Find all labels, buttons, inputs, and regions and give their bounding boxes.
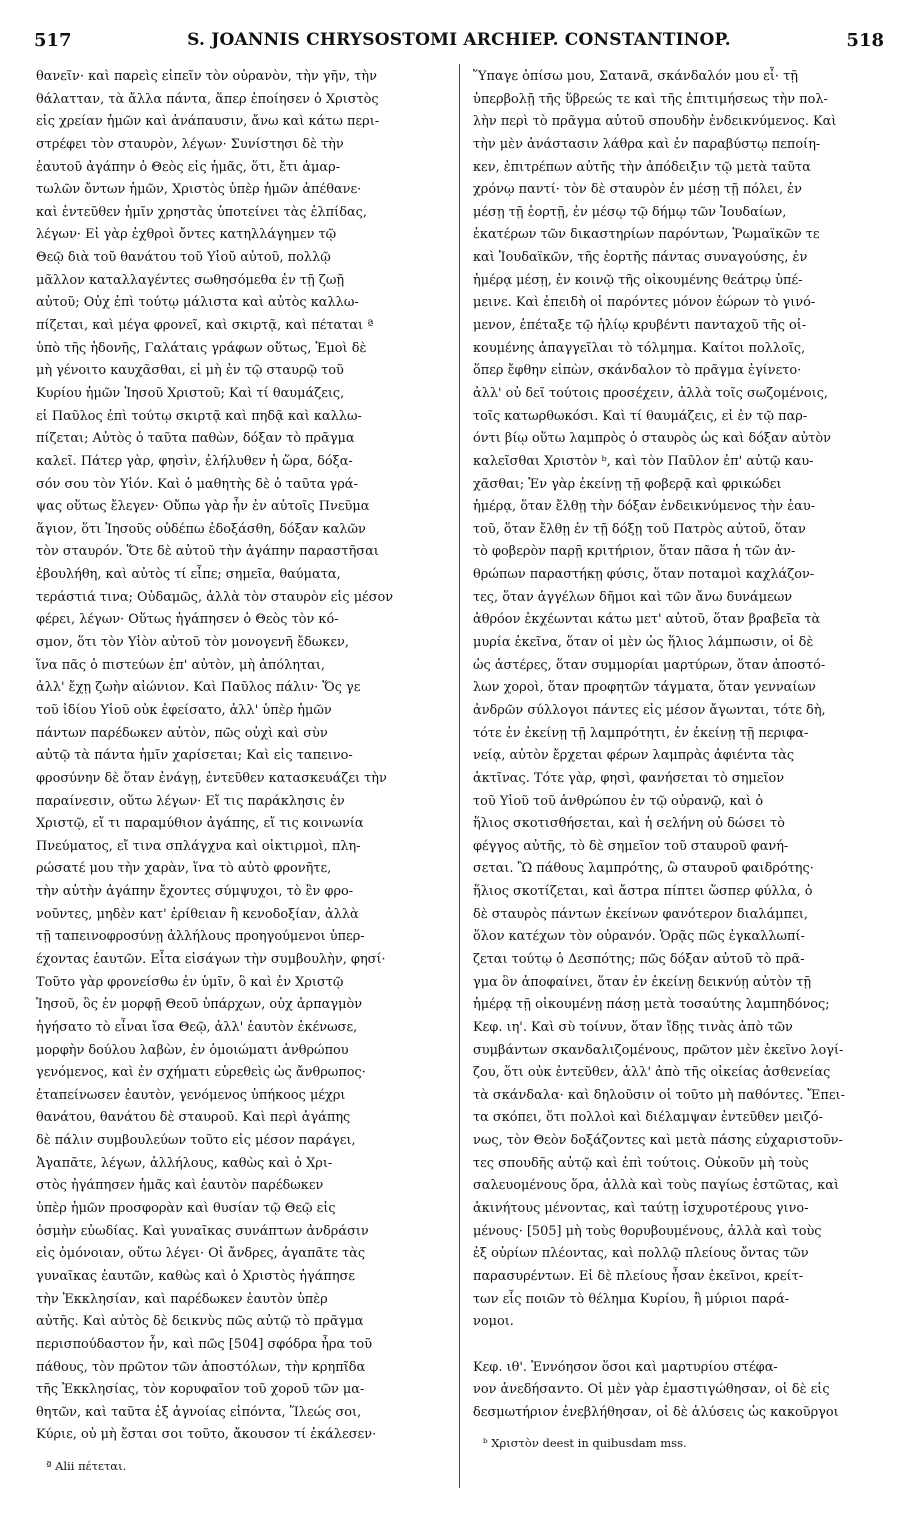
text-line: ὅλον κατέχων τὸν οὐρανόν. Ὁρᾷς πῶς ἐγκαλλωπί-: [473, 929, 805, 945]
text-line: συμβάντων σκανδαλιζομένους, πρῶτον μὲν ἐκεῖνο λογί-: [473, 1042, 844, 1058]
text-line: τὴν μὲν ἀνάστασιν λάθρα καὶ ἐν παραβύστῳ πεποίη-: [473, 136, 821, 152]
page-number-left: 517: [34, 30, 72, 51]
text-line: χρόνῳ παντί· τὸν δὲ σταυρὸν ἐν μέσῃ τῇ πόλει, ἐν: [473, 182, 802, 198]
text-line: στὸς ἠγάπησεν ἡμᾶς καὶ ἑαυτὸν παρέδωκεν: [36, 1178, 324, 1194]
text-line: Κύριε, οὐ μὴ ἔσται σοι τοῦτο, ἄκουσον τί ἐκάλεσεν·: [36, 1427, 377, 1443]
right-column: [473, 66, 899, 1454]
text-line: σεται. Ὢ πάθους λαμπρότης, ὢ σταυροῦ φαιδρότης·: [473, 861, 814, 877]
text-line: έχοντας ἑαυτῶν. Εἶτα εἰσάγων τὴν συμβουλὴν, φησί·: [36, 951, 386, 967]
text-line: κεν, ἐπιτρέπων αὐτῆς τὴν ἀπόδειξιν τῷ μετὰ ταῦτα: [473, 159, 811, 175]
text-line: εἰ Παῦλος ἐπὶ τούτῳ σκιρτᾷ καὶ πηδᾷ καὶ καλλω-: [36, 408, 362, 424]
text-line: τες, ὅταν ἀγγέλων δῆμοι καὶ τῶν ἄνω δυνάμεων: [473, 589, 793, 605]
text-line: ὅπερ ἔφθην εἰπὼν, σκάνδαλον τὸ πρᾶγμα ἐγίνετο·: [473, 363, 802, 379]
text-line: ἵνα πᾶς ὁ πιστεύων ἐπ' αὐτὸν, μὴ ἀπόληται,: [36, 657, 325, 673]
text-line: ἑκατέρων τῶν δικαστηρίων παρόντων, Ῥωμαϊκῶν τε: [473, 227, 820, 243]
text-line: ἀθρόον ἐκχέωνται κάτω μετ' αὐτοῦ, ὅταν βραβεῖα τὰ: [473, 612, 821, 628]
text-line: ἥλιος σκοτίζεται, καὶ ἄστρα πίπτει ὥσπερ φύλλα, ὁ: [473, 884, 813, 900]
running-header: [34, 30, 884, 58]
text-line: ὑπερβολῇ τῆς ὕβρεώς τε καὶ τῆς ἐπιτιμήσεως τὴν πολ-: [473, 91, 828, 107]
text-line: γυναῖκας ἑαυτῶν, καθὼς καὶ ὁ Χριστὸς ἠγάπησε: [36, 1268, 356, 1284]
text-line: μὴ γένοιτο καυχᾶσθαι, εἰ μὴ ἐν τῷ σταυρῷ τοῦ: [36, 363, 344, 379]
text-line: τῇ ταπεινοφροσύνῃ ἀλλήλους προηγούμενοι ὑπερ-: [36, 929, 365, 945]
text-line: θητῶν, καὶ ταῦτα ἐξ ἀγνοίας εἰπόντα, Ἵλεώς σοι,: [36, 1404, 362, 1420]
text-line: ἅγιον, ὅτι Ἰησοῦς οὐδέπω ἐδοξάσθη, δόξαν καλῶν: [36, 521, 366, 537]
text-line: όντι βίῳ οὕτω λαμπρὸς ὁ σταυρὸς ὡς καὶ δόξαν αὐτὸν: [473, 431, 831, 447]
text-line: λων χοροὶ, ὅταν προφητῶν τάγματα, ὅταν γενναίων: [473, 680, 816, 696]
text-line: γμα ὃν ἀποφαίνει, ὅταν ἐν ἐκείνῃ δεικνύῃ αὐτὸν τῇ: [473, 974, 812, 990]
text-line: θρώπων παραστήκῃ φύσις, ὅταν ποταμοὶ καχλάζον-: [473, 567, 815, 583]
text-line: Κυρίου ἡμῶν Ἰησοῦ Χριστοῦ; Καὶ τί θαυμάζεις,: [36, 385, 345, 401]
text-line: φέγγος αὐτῆς, τὸ δὲ σημεῖον τοῦ σταυροῦ φανή-: [473, 838, 789, 854]
text-line: ἀκτῖνας. Τότε γὰρ, φησὶ, φανήσεται τὸ σημεῖον: [473, 770, 785, 786]
text-line: φέρει, λέγων· Οὕτως ἠγάπησεν ὁ Θεὸς τὸν κό-: [36, 612, 339, 628]
text-line: μεινε. Καὶ ἐπειδὴ οἱ παρόντες μόνον ἑώρων τὸ γινό-: [473, 295, 816, 311]
text-line: των εἷς ποιῶν τὸ θέλημα Κυρίου, ἢ μύριοι παρά-: [473, 1291, 790, 1307]
text-line: Πνεύματος, εἴ τινα σπλάγχνα καὶ οἰκτιρμοὶ, πλη-: [36, 838, 361, 854]
text-line: ἑαυτοῦ ἀγάπην ὁ Θεὸς εἰς ἡμᾶς, ὅτι, ἔτι ἁμαρ-: [36, 159, 341, 175]
text-line: ἡμέρᾳ τῇ οἰκουμένῃ πάσῃ μετὰ τοσαύτης λαμπηδόνος;: [473, 997, 830, 1013]
text-line: αὐτῷ τὰ πάντα ἡμῖν χαρίσεται; Καὶ εἰς ταπεινο-: [36, 748, 353, 764]
text-line: ὡς ἀστέρες, ὅταν συμμορίαι μαρτύρων, ὅταν ἀποστό-: [473, 657, 826, 673]
text-line: μυρία ἐκεῖνα, ὅταν οἱ μὲν ὡς ἥλιος λάμπωσιν, οἱ δὲ: [473, 635, 814, 651]
text-line: καὶ Ἰουδαϊκῶν, τῆς ἑορτῆς πάντας συναγούσης, ἐν: [473, 250, 808, 266]
text-line: ἐβουλήθη, καὶ αὐτὸς τί εἶπε; σημεῖα, θαύματα,: [36, 567, 341, 583]
text-line: πάντων παρέδωκεν αὐτὸν, πῶς οὐχὶ καὶ σὺν: [36, 725, 328, 741]
text-line: μενον, ἐπέταξε τῷ ἡλίῳ κρυβέντι πανταχοῦ τῆς οἰ-: [473, 318, 807, 334]
text-line: γενόμενος, καὶ ἐν σχήματι εὑρεθεὶς ὡς ἄνθρωπος·: [36, 1065, 366, 1081]
text-line: ζου, ὅτι οὐκ ἐντεῦθεν, ἀλλ' ἀπὸ τῆς οἰκείας ἀσθενείας: [473, 1065, 831, 1081]
text-line: ἀκινήτους μένοντας, καὶ ταύτῃ ἰσχυροτέρους γινο-: [473, 1201, 809, 1217]
text-line: φροσύνην δὲ ὅταν ἐνάγῃ, ἐντεῦθεν κατασκευάζει τὴν: [36, 770, 387, 786]
text-line: τοῖς κατωρθωκόσι. Καὶ τί θαυμάζεις, εἰ ἐν τῷ παρ-: [473, 408, 808, 424]
text-line: μᾶλλον καταλλαγέντες σωθησόμεθα ἐν τῇ ζωῇ: [36, 272, 345, 288]
text-line: εἰς χρείαν ἡμῶν καὶ ἀνάπαυσιν, ἄνω καὶ κάτω περι-: [36, 114, 380, 130]
running-title: S. JOANNIS CHRYSOSTOMI ARCHIEP. CONSTANTINOP.: [187, 30, 731, 50]
text-line: τὴν Ἐκκλησίαν, καὶ παρέδωκεν ἑαυτὸν ὑπὲρ: [36, 1291, 328, 1307]
text-line: παραίνεσιν, οὕτω λέγων· Εἴ τις παράκλησις ἐν: [36, 793, 345, 809]
text-line: ἀνδρῶν σύλλογοι πάντες εἰς μέσον ἄγωνται, τότε δὴ,: [473, 702, 826, 718]
text-line: χᾶσθαι; Ἐν γὰρ ἐκείνῃ τῇ φοβερᾷ καὶ φρικώδει: [473, 476, 782, 492]
text-line: παρασυρέντων. Εἰ δὲ πλείους ἦσαν ἐκεῖνοι, κρείτ-: [473, 1268, 804, 1284]
text-line: νοῦντες, μηδὲν κατ' ἐρίθειαν ἢ κενοδοξίαν, ἀλλὰ: [36, 906, 359, 922]
text-line: τες σπουδῆς αὐτῷ καὶ ἐπὶ τούτοις. Οὐκοῦν μὴ τοὺς: [473, 1155, 809, 1171]
text-line: τότε ἐν ἐκείνῃ τῇ λαμπρότητι, ἐν ἐκείνῃ τῇ περιφα-: [473, 725, 809, 741]
text-line: κουμένης ἀπαγγεῖλαι τὸ τόλμημα. Καίτοι πολλοῖς,: [473, 340, 806, 356]
text-line: σόν σου τὸν Υἱόν. Καὶ ὁ μαθητὴς δὲ ὁ ταῦτα γρά-: [36, 476, 358, 492]
text-line: μέσῃ τῇ ἑορτῇ, ἐν μέσῳ τῷ δήμῳ τῶν Ἰουδαίων,: [473, 204, 787, 220]
column-divider: [459, 64, 460, 1488]
text-line: θανεῖν· καὶ παρεὶς εἰπεῖν τὸν οὐρανὸν, τὴν γῆν, τὴν: [36, 69, 377, 84]
text-line: σαλευομένους ὅρα, ἀλλὰ καὶ τοὺς παγίως ἑστῶτας, καὶ: [473, 1178, 839, 1194]
text-line: [473, 1334, 899, 1357]
text-line: ἡγήσατο τὸ εἶναι ἴσα Θεῷ, ἀλλ' ἑαυτὸν ἐκένωσε,: [36, 1019, 358, 1035]
text-line: πίζεται; Αὐτὸς ὁ ταῦτα παθὼν, δόξαν τὸ πρᾶγμα: [36, 431, 355, 447]
text-line: σμον, ὅτι τὸν Υἱὸν αὐτοῦ τὸν μονογενῆ ἔδωκεν,: [36, 635, 349, 651]
text-line: αὐτῆς. Καὶ αὐτὸς δὲ δεικνὺς πῶς αὐτῷ τὸ πρᾶγμα: [36, 1314, 364, 1330]
text-line: νως, τὸν Θεὸν δοξάζοντες καὶ μετὰ πάσης εὐχαριστοῦν-: [473, 1133, 843, 1149]
text-line: ὀσμὴν εὐωδίας. Καὶ γυναῖκας συνάπτων ἀνδράσιν: [36, 1223, 369, 1239]
text-line: τωλῶν ὄντων ἡμῶν, Χριστὸς ὑπὲρ ἡμῶν ἀπέθανε·: [36, 182, 362, 198]
footnote: ª Alii πέτεται.: [46, 1459, 127, 1474]
text-line: τὴν αὐτὴν ἀγάπην ἔχοντες σύμψυχοι, τὸ ἓν φρο-: [36, 884, 354, 900]
text-line: τὰ σκάνδαλα· καὶ δηλοῦσιν οἱ τοῦτο μὴ παθόντες. Ἔπει-: [473, 1087, 845, 1103]
text-line: θάλατταν, τὰ ἄλλα πάντα, ἅπερ ἐποίησεν ὁ Χριστὸς: [36, 91, 379, 107]
left-column: [36, 66, 462, 1477]
text-line: μορφὴν δούλου λαβὼν, ἐν ὁμοιώματι ἀνθρώπου: [36, 1042, 349, 1058]
text-line: Κεφ. ιη'. Καὶ σὺ τοίνυν, ὅταν ἴδῃς τινὰς ἀπὸ τῶν: [473, 1019, 793, 1035]
text-line: θανάτου, θανάτου δὲ σταυροῦ. Καὶ περὶ ἀγάπης: [36, 1110, 351, 1126]
text-line: τοῦ ἰδίου Υἱοῦ οὐκ ἐφείσατο, ἀλλ' ὑπὲρ ἡμῶν: [36, 702, 332, 718]
text-line: καλεῖ. Πάτερ γὰρ, φησὶν, ἐλήλυθεν ἡ ὥρα, δόξα-: [36, 453, 353, 469]
text-line: τοῦ Υἱοῦ τοῦ ἀνθρώπου ἐν τῷ οὐρανῷ, καὶ ὁ: [473, 793, 764, 809]
footnote-spacer: [473, 1424, 899, 1432]
text-line: ἐξ οὐρίων πλέοντας, καὶ πολλῷ πλείους ὄντας τῶν: [473, 1246, 809, 1262]
text-line: δὲ σταυρὸς πάντων ἐκείνων φανότερον διαλάμπει,: [473, 906, 808, 922]
text-line: τὸν σταυρόν. Ὅτε δὲ αὐτοῦ τὴν ἀγάπην παραστῆσαι: [36, 544, 379, 560]
text-line: Κεφ. ιθ'. Ἐννόησον ὅσοι καὶ μαρτυρίου στέφα-: [473, 1359, 778, 1375]
text-line: μένους· [505] μὴ τοὺς θορυβουμένους, ἀλλὰ καὶ τοὺς: [473, 1223, 822, 1239]
text-line: Ἰησοῦ, ὃς ἐν μορφῇ Θεοῦ ὑπάρχων, οὐχ ἁρπαγμὸν: [36, 997, 363, 1013]
text-line: πίζεται, καὶ μέγα φρονεῖ, καὶ σκιρτᾷ, καὶ πέταται ª: [36, 318, 374, 334]
text-line: ἡμέρᾳ, ὅταν ἔλθῃ τὴν δόξαν ἐνδεικνύμενος τὴν ἑαυ-: [473, 499, 816, 515]
text-line: νον ἀνεδήσαντο. Οἱ μὲν γὰρ ἐμαστιγώθησαν, οἱ δὲ εἰς: [473, 1382, 830, 1398]
text-line: ὑπὸ τῆς ἡδονῆς, Γαλάταις γράφων οὕτως, Ἐμοὶ δὲ: [36, 340, 367, 356]
text-line: ψας οὕτως ἔλεγεν· Οὔπω γὰρ ἦν ἐν αὐτοῖς Πνεῦμα: [36, 499, 370, 515]
text-line: τα σκόπει, ὅτι πολλοὶ καὶ διέλαμψαν ἐντεῦθεν μειζό-: [473, 1110, 823, 1126]
text-line: εἰς ὁμόνοιαν, οὕτω λέγει· Οἱ ἄνδρες, ἀγαπᾶτε τὰς: [36, 1246, 366, 1262]
text-line: τῆς Ἐκκλησίας, τὸν κορυφαῖον τοῦ χοροῦ τῶν μα-: [36, 1382, 365, 1398]
footnote-spacer: [36, 1447, 462, 1455]
text-line: πάθους, τὸν πρῶτον τῶν ἀποστόλων, τὴν κρηπῖδα: [36, 1359, 366, 1375]
text-line: ὑπὲρ ἡμῶν προσφορὰν καὶ θυσίαν τῷ Θεῷ εἰς: [36, 1201, 336, 1217]
text-line: ἀλλ' οὐ δεῖ τούτοις προσέχειν, ἀλλὰ τοῖς σωζομένοις,: [473, 385, 829, 401]
text-line: ἥλιος σκοτισθήσεται, καὶ ἡ σελήνη οὐ δώσει τὸ: [473, 816, 785, 832]
text-line: ἐταπείνωσεν ἑαυτὸν, γενόμενος ὑπήκοος μέχρι: [36, 1087, 346, 1103]
text-line: τὸ φοβερὸν παρῇ κριτήριον, ὅταν πᾶσα ἡ τῶν ἀν-: [473, 544, 796, 560]
text-line: Τοῦτο γὰρ φρονείσθω ἐν ὑμῖν, ὃ καὶ ἐν Χριστῷ: [36, 974, 344, 990]
page-number-right: 518: [846, 30, 884, 51]
text-line: ρώσατέ μου τὴν χαρὰν, ἵνα τὸ αὐτὸ φρονῆτε,: [36, 861, 332, 877]
text-line: περισπούδαστον ἦν, καὶ πῶς [504] σφόδρα ἦρα τοῦ: [36, 1336, 373, 1352]
text-line: τοῦ, ὅταν ἔλθῃ ἐν τῇ δόξῃ τοῦ Πατρὸς αὐτοῦ, ὅταν: [473, 521, 806, 537]
text-line: λὴν περὶ τὸ πρᾶγμα αὐτοῦ σπουδὴν ἐνδεικνύμενος. Καὶ: [473, 114, 837, 130]
text-line: Ὕπαγε ὀπίσω μου, Σατανᾶ, σκάνδαλόν μου εἶ· τῇ: [473, 69, 798, 84]
text-line: στρέφει τὸν σταυρὸν, λέγων· Συνίστησι δὲ τὴν: [36, 136, 344, 152]
text-line: καὶ ἐντεῦθεν ἡμῖν χρηστὰς ὑποτείνει τὰς ἐλπίδας,: [36, 204, 367, 220]
text-line: Θεῷ διὰ τοῦ θανάτου τοῦ Υἱοῦ αὐτοῦ, πολλῷ: [36, 250, 331, 266]
text-line: ζεται τούτῳ ὁ Δεσπότης; πῶς δόξαν αὐτοῦ τὸ πρᾶ-: [473, 951, 805, 967]
text-line: Ἀγαπᾶτε, λέγων, ἀλλήλους, καθὼς καὶ ὁ Χρι-: [36, 1155, 333, 1171]
text-line: τεράστιά τινα; Οὐδαμῶς, ἀλλὰ τὸν σταυρὸν εἰς μέσον: [36, 589, 394, 605]
text-line: αὐτοῦ; Οὐχ ἐπὶ τούτῳ μάλιστα καὶ αὐτὸς καλλω-: [36, 295, 359, 311]
footnote: ᵇ Χριστὸν deest in quibusdam mss.: [483, 1436, 687, 1451]
text-line: δεσμωτήριον ἐνεβλήθησαν, οἱ δὲ ἁλύσεις ὡς κακοῦργοι: [473, 1404, 839, 1420]
text-line: καλεῖσθαι Χριστὸν ᵇ, καὶ τὸν Παῦλον ἐπ' αὐτῷ καυ-: [473, 453, 814, 469]
text-line: ἀλλ' ἔχῃ ζωὴν αἰώνιον. Καὶ Παῦλος πάλιν· Ὅς γε: [36, 680, 361, 696]
text-line: νομοι.: [473, 1314, 514, 1330]
text-line: Χριστῷ, εἴ τι παραμύθιον ἀγάπης, εἴ τις κοινωνία: [36, 816, 364, 832]
text-line: λέγων· Εἰ γὰρ ἐχθροὶ ὄντες κατηλλάγημεν τῷ: [36, 227, 337, 243]
text-line: νείᾳ, αὐτὸν ἔρχεται φέρων λαμπρὰς ἀφιέντα τὰς: [473, 748, 795, 764]
text-line: ἡμέρᾳ μέσῃ, ἐν κοινῷ τῆς οἰκουμένης θεάτρῳ ὑπέ-: [473, 272, 803, 288]
text-line: δὲ πάλιν συμβουλεύων τοῦτο εἰς μέσον παράγει,: [36, 1133, 356, 1149]
